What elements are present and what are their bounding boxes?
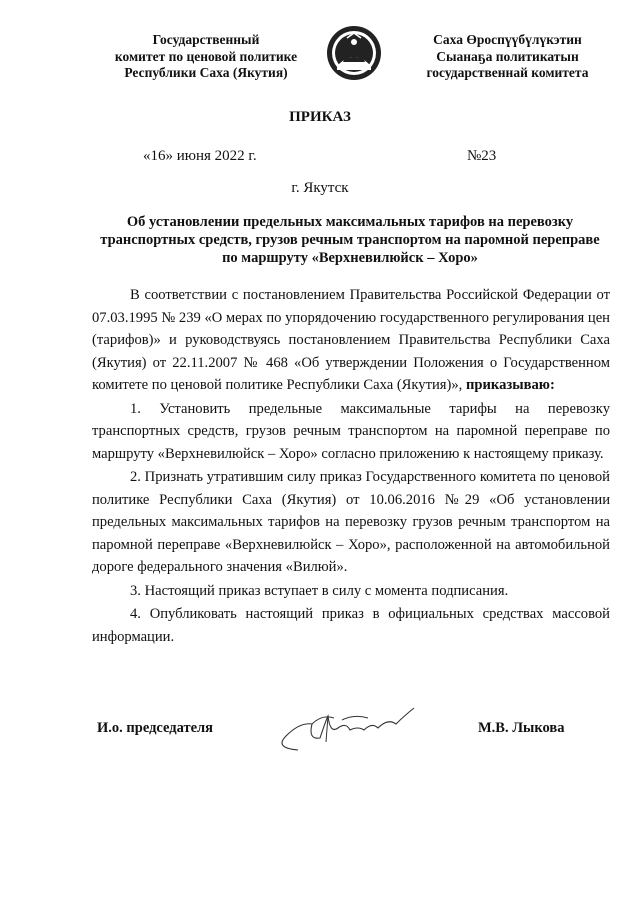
document-body [92,284,610,648]
handwritten-signature [268,700,428,758]
document-title: ПРИКАЗ [289,109,351,125]
header-right-org [410,32,605,82]
order-item: 2. Признать утратившим силу приказ Государственного комитета по ценовой политике Республики Саха (Якутия) от 10.06.2016 №29 «Об установлении предельных максимальных тарифов на перевозку грузов речным транспортом на паромной переправе «Верхневилюйск – Хоро», расположенной на автомобильной дороге федерального значения «Вилюй». [92,469,610,575]
signatory-name: М.В. Лыкова [478,720,565,736]
order-item: 4. Опубликовать настоящий приказ в официальных средствах массовой информации. [92,606,610,645]
header-right-line: государственнай комитета [426,65,589,80]
header-left-line: Государственный [152,32,260,47]
order-item: 3. Настоящий приказ вступает в силу с момента подписания. [130,582,509,599]
header-left-org [106,32,306,82]
header-left-line: Республики Саха (Якутия) [124,65,288,80]
header-right-line: Саха Өроспүүбүлүкэтин [433,32,582,47]
order-item: 1. Установить предельные максимальные тарифы на перевозку транспортных средств, грузов речным транспортом на паромной переправе по маршруту «Верхневилюйск – Хоро» согласно приложению к настоящему приказу. [92,400,610,462]
header-left-line: комитет по ценовой политике [114,48,298,64]
signatory-title: И.о. председателя [97,720,214,736]
coat-of-arms-icon [325,24,383,82]
document-subject: Об установлении предельных максимальных тарифов на перевозку транспортных средств, грузов речным транспортом на паромной переправе по маршруту «Верхневилюйск – Хоро» [100,214,600,266]
intro-text: В соответствии с постановлением Правительства Российской Федерации от 07.03.1995 № 239 «О мерах по упорядочению государственного регулирования цен (тарифов)» и руководствуясь постановлением Правительства Республики Саха (Якутия) от 22.11.2007 № 468 «Об утверждении Положения о Государственном комитете по ценовой политике Республики Саха (Якутия)», [92,287,610,393]
header-right-line: Сыанаҕа политикатын [436,48,579,64]
intro-paragraph [92,284,610,397]
document-date: «16» июня 2022 г. [143,148,257,164]
order-word: приказываю: [465,377,555,393]
document-number: №23 [467,148,497,164]
document-city: г. Якутск [291,180,349,196]
